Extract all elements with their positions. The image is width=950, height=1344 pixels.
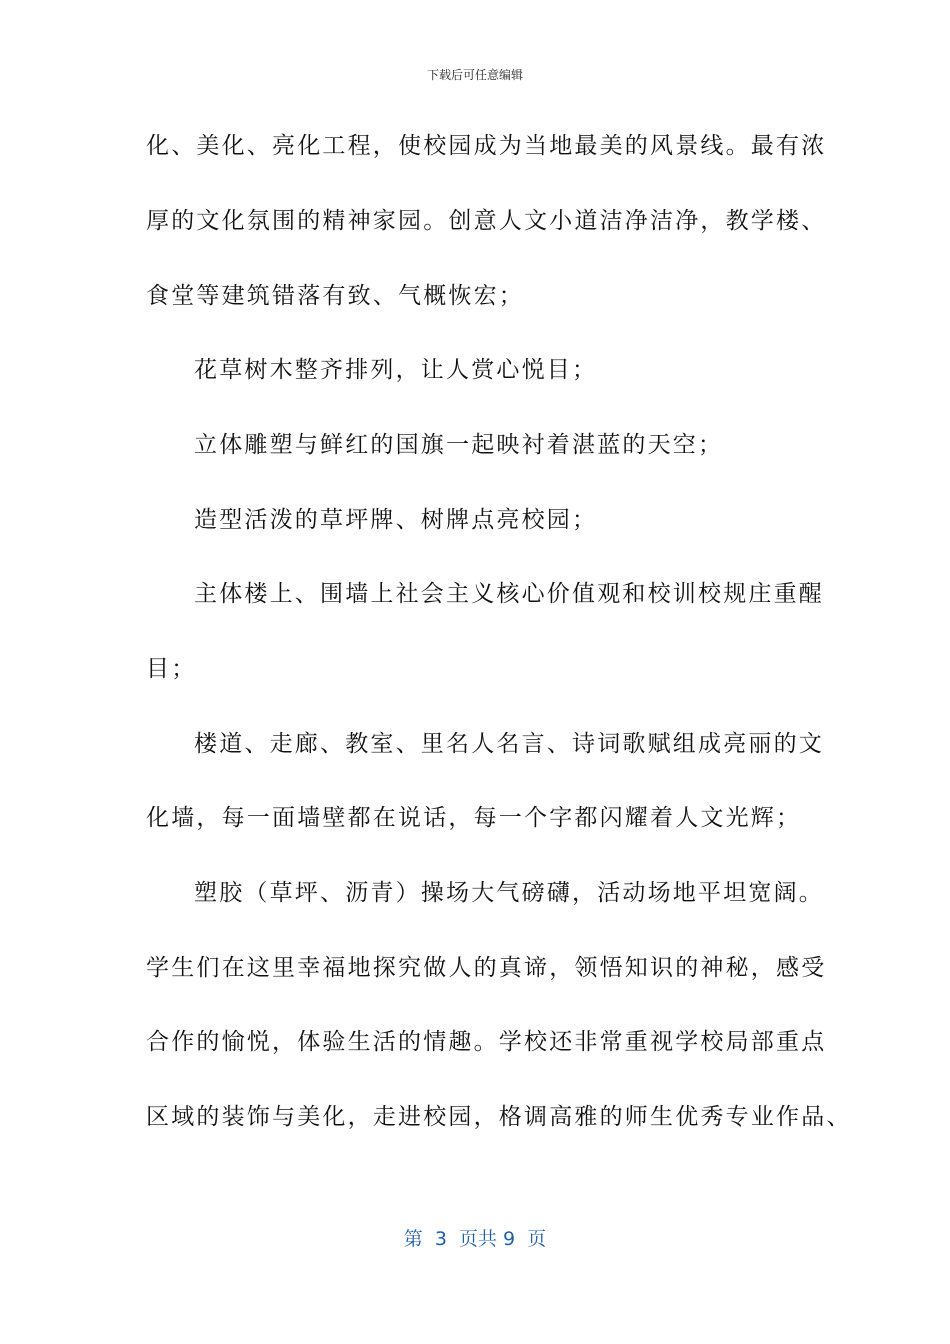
text-line: 塑胶（草坪、沥青）操场大气磅礴，活动场地平坦宽阔。 <box>194 880 824 906</box>
text-line: 立体雕塑与鲜红的国旗一起映衬着湛蓝的天空； <box>194 432 724 458</box>
text-line: 化、美化、亮化工程，使校园成为当地最美的风景线。最有浓 <box>146 133 827 159</box>
text-line: 区域的装饰与美化，走进校园，格调高雅的师生优秀专业作品、 <box>146 1104 852 1130</box>
text-line: 食堂等建筑错落有致、气概恢宏； <box>146 283 524 309</box>
text-line: 花草树木整齐排列，让人赏心悦目； <box>194 357 598 383</box>
text-line: 楼道、走廊、教室、里名人名言、诗词歌赋组成亮丽的文 <box>194 731 824 757</box>
text-line: 目； <box>146 656 197 682</box>
text-line: 主体楼上、围墙上社会主义核心价值观和校训校规庄重醒 <box>194 581 824 607</box>
page-number-footer: 第 3 页共 9 页 <box>403 1228 547 1250</box>
text-line: 厚的文化氛围的精神家园。创意人文小道洁净洁净，教学楼、 <box>146 208 827 234</box>
text-line: 学生们在这里幸福地探究做人的真谛，领悟知识的神秘，感受 <box>146 955 827 981</box>
text-line: 合作的愉悦，体验生活的情趣。学校还非常重视学校局部重点 <box>146 1029 827 1055</box>
page-header: 下载后可任意编辑 <box>426 68 523 82</box>
text-line: 化墙，每一面墙壁都在说话，每一个字都闪耀着人文光辉； <box>146 805 802 831</box>
text-line: 造型活泼的草坪牌、树牌点亮校园； <box>194 507 598 533</box>
